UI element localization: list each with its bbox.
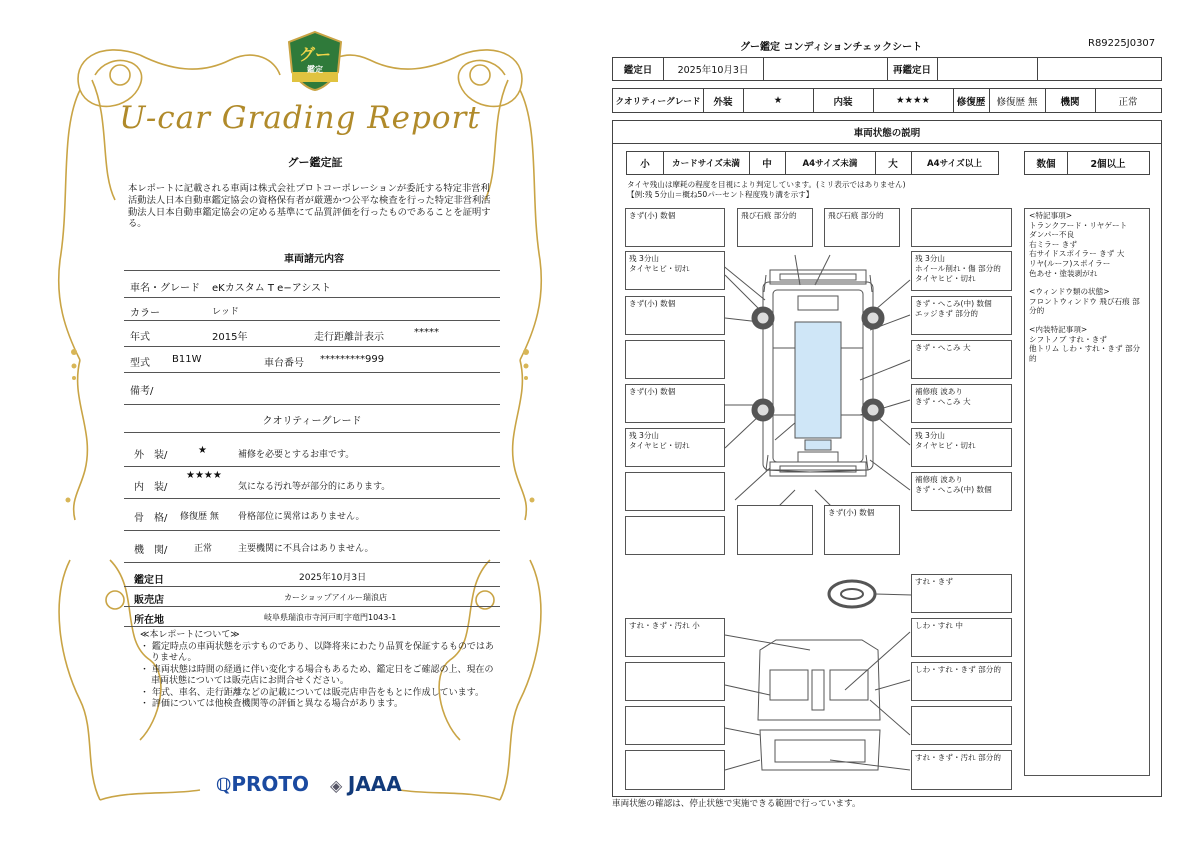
interior-box [625, 750, 725, 790]
interior-box [625, 662, 725, 701]
condition-box [625, 340, 725, 379]
certificate-text: 本レポートに記載される車両は株式会社プロトコーポレーションが委託する特定非営利活動法人日本自動車鑑定協会の資格保有者が厳選かつ公平な検査を行った特定非営利活動法人日本自動車鑑定協会の定める基準にて品質評価を行ったものであることを証明する。 [128, 183, 491, 230]
special-title: <ウィンドウ類の状態> [1029, 287, 1110, 297]
count-label: 数個 [1036, 159, 1056, 170]
quality-desc: 気になる汚れ等が部分的にあります。 [238, 482, 391, 492]
legend-medium: 中 [762, 159, 772, 170]
spec-name-label: 車名・グレード [130, 283, 200, 294]
spec-color-value: レッド [212, 307, 239, 317]
notes-title: ≪本レポートについて≫ [140, 630, 240, 640]
grade-label: クオリティーグレード [615, 96, 701, 107]
date-row [612, 57, 1162, 81]
condition-box: きず(小) 数個 [625, 384, 725, 423]
condition-box: 飛び石痕 部分的 [824, 208, 900, 247]
spec-model-label: 型式 [130, 358, 150, 369]
footer-note: 車両状態の確認は、停止状態で実施できる範囲で行っています。 [612, 799, 861, 809]
condition-box: きず(小) 数個 [625, 296, 725, 335]
tire-note-line: タイヤ残山は摩耗の程度を目視により判定しています。(ミリ表示ではありません) [627, 180, 906, 189]
spec-name-value: eKカスタム T e−アシスト [212, 283, 332, 294]
legend-large: 大 [888, 159, 898, 170]
appraisal-date-label: 鑑定日 [134, 575, 164, 586]
exterior-value: ★ [773, 95, 783, 106]
interior-box: しわ・すれ・きず 部分的 [911, 662, 1012, 701]
legend-medium-desc: A4サイズ未満 [802, 159, 858, 169]
special-notes [1024, 208, 1150, 776]
interior-box: すれ・きず・汚れ 部分的 [911, 750, 1012, 790]
sheet-number: R89225J0307 [1088, 38, 1156, 49]
condition-box: きず(小) 数個 [824, 505, 900, 555]
quality-label: 外 装/ [134, 450, 168, 461]
count-legend [1024, 151, 1150, 175]
quality-label: 骨 格/ [134, 513, 168, 524]
quality-desc: 骨格部位に異常はありません。 [238, 512, 365, 522]
spec-row-remarks [124, 373, 500, 405]
spec-chassis-label: 車台番号 [264, 358, 304, 369]
interior-label: 内装 [833, 96, 853, 108]
address-row [124, 607, 500, 627]
legend-small-desc: カードサイズ未満 [671, 159, 741, 169]
spec-year-value: 2015年 [212, 332, 248, 343]
quality-desc: 主要機関に不具合はありません。 [238, 544, 374, 554]
spec-remarks-label: 備考/ [130, 386, 154, 397]
spec-row-model [124, 347, 500, 373]
interior-box [911, 706, 1012, 745]
legend-small: 小 [640, 159, 650, 170]
condition-box: 残 3分山 タイヤヒビ・切れ [911, 428, 1012, 467]
legend-large-desc: A4サイズ以上 [927, 159, 982, 169]
quality-divider [124, 432, 500, 433]
repair-label: 修復歴 [956, 96, 986, 108]
condition-box: 残 3分山 タイヤヒビ・切れ [625, 251, 725, 290]
dealer-value: カーショップアイルー瑞浪店 [284, 593, 387, 602]
address-label: 所在地 [134, 615, 164, 626]
spec-model-value: B11W [172, 354, 202, 365]
spec-mileage-label: 走行距離計表示 [314, 332, 384, 343]
report-script-title: U-car Grading Report [119, 100, 481, 136]
spec-row-name [124, 270, 500, 298]
grade-row [612, 88, 1162, 113]
spec-section-title: 車両諸元内容 [284, 254, 344, 265]
interior-box: すれ・きず・汚れ 小 [625, 618, 725, 657]
reappraisal-label: 再鑑定日 [892, 65, 931, 76]
special-line: フロントウィンドウ 飛び石痕 部分的 [1029, 296, 1140, 316]
appraisal-date-value: 2025年10月3日 [299, 573, 367, 583]
note-item: ・ 年式、車名、走行距離などの記載については販売店申告をもとに作成しています。 [140, 687, 484, 698]
condition-box: きず・へこみ 大 [911, 340, 1012, 379]
condition-box [625, 516, 725, 555]
condition-box [911, 208, 1012, 247]
spec-mileage-value: ***** [414, 327, 439, 338]
quality-row-interior [124, 467, 500, 499]
quality-grade-title: クオリティーグレード [262, 416, 362, 427]
quality-grade: 正常 [194, 544, 213, 554]
interior-value: ★★★★ [895, 95, 931, 106]
quality-grade: ★★★★ [186, 470, 222, 481]
tire-note-line: 【例:残 5分山＝概ね50パーセント程度残り溝を示す】 [627, 189, 814, 199]
spec-year-label: 年式 [130, 332, 150, 343]
condition-box: 残 3分山 ホイール削れ・傷 部分的 タイヤヒビ・切れ [911, 251, 1012, 291]
certificate-title: グー鑑定証 [287, 156, 343, 169]
address-value: 岐阜県瑞浪市寺河戸町字竜門1043-1 [264, 613, 397, 622]
quality-label: 機 関/ [134, 545, 168, 556]
engine-value: 正常 [1118, 96, 1138, 108]
spec-row-year [124, 321, 500, 347]
state-title-bar [612, 120, 1162, 144]
special-line: 色あせ・塗装剥がれ [1029, 268, 1098, 278]
note-item: ・ 鑑定時点の車両状態を示すものであり、以降将来にわたり品質を保証するものではありません。 [140, 641, 494, 663]
count-value: 2個以上 [1090, 159, 1126, 170]
jaaa-logo: ◈ JAAA [330, 772, 402, 796]
condition-box [625, 472, 725, 511]
condition-box: 補修痕 波あり きず・へこみ(中) 数個 [911, 472, 1012, 511]
proto-logo: ℚPROTO [216, 772, 310, 796]
note-item: ・ 車両状態は時間の経過に伴い変化する場合もあるため、鑑定日をご確認の上、現在の車両状態については販売店にお問合せください。 [140, 664, 494, 686]
date-value: 2025年10月3日 [677, 65, 749, 76]
quality-row-engine [124, 531, 500, 563]
special-line: トランクフード・リヤゲート [1029, 220, 1128, 230]
special-title: <内装特記事項> [1029, 324, 1088, 334]
quality-grade: ★ [198, 445, 207, 456]
special-line: ダンパー不良 [1029, 230, 1075, 240]
condition-box: 補修痕 波あり きず・へこみ 大 [911, 384, 1012, 423]
interior-box: しわ・すれ 中 [911, 618, 1012, 657]
badge-top-text: グー [298, 45, 331, 64]
repair-value: 修復歴 無 [996, 96, 1038, 108]
condition-box: 飛び石痕 部分的 [737, 208, 813, 247]
condition-box: きず・へこみ(中) 数個 エッジきず 部分的 [911, 296, 1012, 335]
date-label: 鑑定日 [623, 65, 653, 76]
exterior-label: 外装 [713, 96, 733, 108]
condition-box: きず(小) 数個 [625, 208, 725, 247]
quality-label: 内 装/ [134, 482, 168, 493]
quality-desc: 補修を必要とするお車です。 [238, 450, 355, 460]
spec-chassis-value: *********999 [320, 354, 385, 365]
tire-note [627, 180, 906, 199]
special-line: シフトノブ すれ・きず [1029, 334, 1107, 344]
engine-label: 機関 [1060, 96, 1080, 108]
sheet-title: グー鑑定 コンディションチェックシート [740, 42, 923, 53]
goo-appraisal-logo [286, 30, 344, 92]
dealer-row [124, 587, 500, 607]
quality-row-exterior [124, 437, 500, 467]
appraisal-date-row [124, 563, 500, 587]
spec-color-label: カラー [130, 308, 160, 319]
report-notes [140, 630, 500, 711]
condition-box: 残 3分山 タイヤヒビ・切れ [625, 428, 725, 467]
quality-row-frame [124, 499, 500, 531]
state-title: 車両状態の説明 [853, 128, 921, 139]
condition-box [737, 505, 813, 555]
special-line: 右サイドスポイラー きず 大 [1029, 249, 1125, 259]
special-line: 右ミラー きず [1029, 239, 1077, 249]
special-title: <特記事項> [1029, 211, 1073, 220]
badge-bottom-text: 鑑定 [307, 65, 323, 74]
size-legend [626, 151, 999, 175]
interior-box: すれ・きず [911, 574, 1012, 613]
spec-row-color [124, 298, 500, 321]
special-line: 他トリム しわ・すれ・きず 部分的 [1029, 344, 1141, 363]
note-item: ・ 評価については他検査機関等の評価と異なる場合があります。 [140, 699, 403, 709]
quality-grade: 修復歴 無 [180, 512, 219, 522]
interior-box [625, 706, 725, 745]
special-line: リヤ(ルーフ)スポイラー [1029, 258, 1111, 268]
dealer-label: 販売店 [134, 595, 164, 606]
